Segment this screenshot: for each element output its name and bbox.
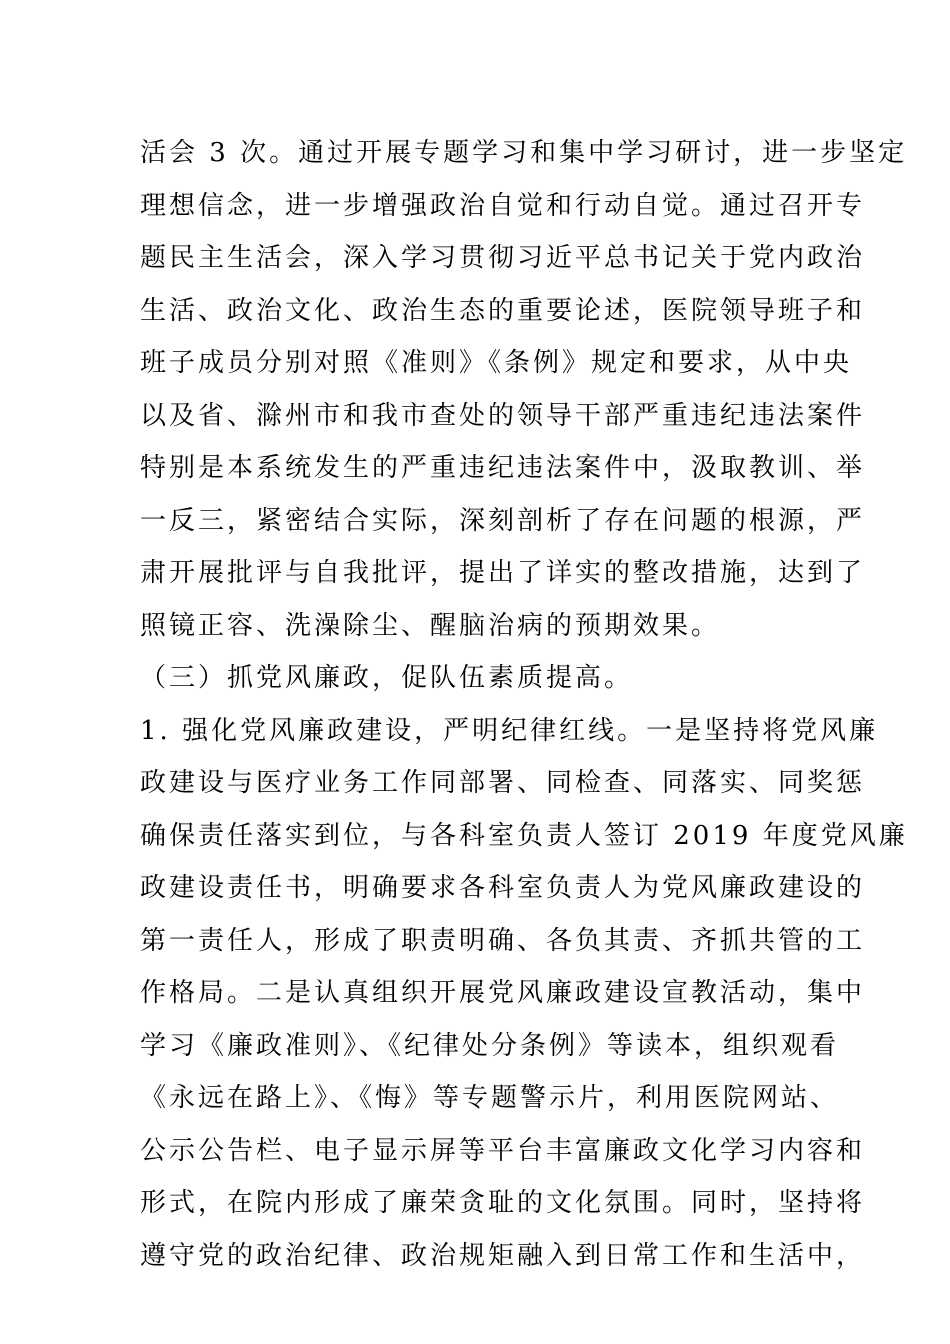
text-line: 照镜正容、洗澡除尘、醒脑治病的预期效果。: [140, 610, 721, 641]
section-heading: （三）抓党风廉政，促队伍素质提高。: [140, 663, 634, 693]
text-line: 肃开展批评与自我批评，提出了详实的整改措施，达到了: [140, 558, 866, 588]
text-line: 公示公告栏、电子显示屏等平台丰富廉政文化学习内容和: [140, 1135, 866, 1166]
body-text: [140, 127, 908, 1282]
text-line: 1. 强化党风廉政建设，严明纪律红线。一是坚持将党风廉: [140, 715, 879, 746]
text-line: 班子成员分别对照《准则》《条例》规定和要求，从中央: [140, 348, 853, 378]
text-line: 特别是本系统发生的严重违纪违法案件中，汲取教训、举: [140, 453, 866, 483]
text-line: 活会 3 次。通过开展专题学习和集中学习研讨，进一步坚定: [140, 138, 908, 168]
text-line: 理想信念，进一步增强政治自觉和行动自觉。通过召开专: [140, 190, 866, 221]
text-line: 题民主生活会，深入学习贯彻习近平总书记关于党内政治: [140, 243, 866, 273]
text-line: 以及省、滁州市和我市查处的领导干部严重违纪违法案件: [140, 400, 866, 431]
text-line: 生活、政治文化、政治生态的重要论述，医院领导班子和: [140, 295, 866, 326]
text-line: 学习《廉政准则》、《纪律处分条例》等读本，组织观看: [140, 1030, 840, 1061]
text-line: 政建设责任书，明确要求各科室负责人为党风廉政建设的: [140, 873, 866, 903]
text-line: 政建设与医疗业务工作同部署、同检查、同落实、同奖惩: [140, 768, 866, 798]
text-line: 形式，在院内形成了廉荣贪耻的文化氛围。同时，坚持将: [140, 1188, 866, 1218]
text-line: 确保责任落实到位，与各科室负责人签订 2019 年度党风廉: [140, 820, 908, 851]
text-line: 第一责任人，形成了职责明确、各负其责、齐抓共管的工: [140, 925, 866, 956]
text-line: 《永远在路上》、《悔》等专题警示片，利用医院网站、: [140, 1083, 840, 1113]
text-line: 遵守党的政治纪律、政治规矩融入到日常工作和生活中，: [140, 1240, 866, 1271]
text-line: 作格局。二是认真组织开展党风廉政建设宣教活动，集中: [140, 978, 866, 1008]
text-line: 一反三，紧密结合实际，深刻剖析了存在问题的根源，严: [140, 505, 866, 536]
